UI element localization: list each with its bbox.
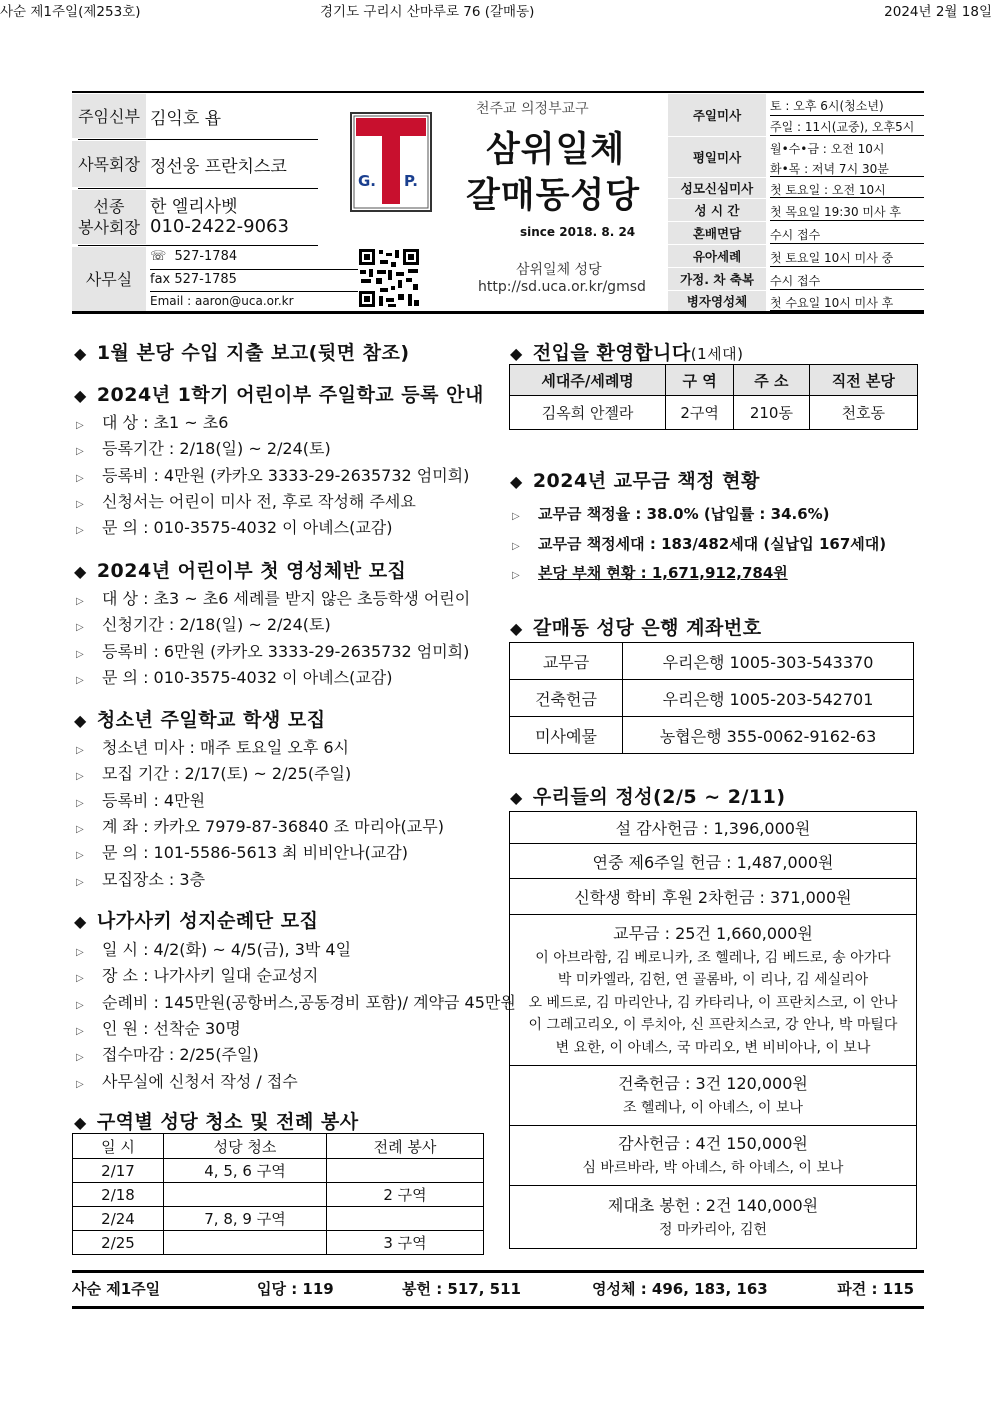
triangle-bullet-icon: ▷ <box>76 596 84 607</box>
table-row <box>510 1066 917 1126</box>
footer-dismissal: 파견 : 115 <box>837 1280 914 1298</box>
triangle-bullet-icon: ▷ <box>512 511 520 522</box>
office-email: Email : aaron@uca.or.kr <box>150 294 294 308</box>
women-label-line1: 선종 <box>93 197 125 216</box>
list-item <box>76 990 516 1013</box>
triangle-bullet-icon: ▷ <box>76 797 84 809</box>
row-divider <box>150 269 390 270</box>
table-row <box>73 1159 484 1183</box>
offering-donors: 오 베드로, 김 마리안나, 김 카타리나, 이 프란치스코, 이 안나 <box>528 994 898 1011</box>
offerings-table <box>509 811 917 1249</box>
footer-offertory: 봉헌 : 517, 511 <box>402 1280 521 1298</box>
list-item <box>76 840 408 863</box>
list-item-text: 사무실에 신청서 작성 / 접수 <box>102 1071 298 1091</box>
column-header: 성당 청소 <box>164 1134 327 1159</box>
schedule-label: 유아세례 <box>668 245 766 267</box>
offering-title: 건축헌금 : 3건 120,000원 <box>618 1074 808 1094</box>
table-cell: 2구역 <box>666 396 734 430</box>
table-cell: 2/18 <box>73 1183 164 1207</box>
offering-donors: 조 헬레나, 이 아녜스, 이 보나 <box>623 1100 803 1117</box>
row-divider <box>78 188 318 189</box>
list-item <box>76 1016 241 1039</box>
church-title-line1: 삼위일체 <box>486 130 626 170</box>
welcome-household-count: (1세대) <box>690 345 744 363</box>
section-title: 청소년 주일학교 학생 모집 <box>96 709 326 731</box>
site-name: 삼위일체 성당 <box>516 262 602 278</box>
table-cell <box>327 1207 484 1231</box>
list-item-text: 대 상 : 초1 ~ 초6 <box>102 413 229 432</box>
list-item <box>76 665 392 688</box>
list-item <box>76 639 469 662</box>
footer-week: 사순 제1주일 <box>72 1280 161 1298</box>
offering-cell <box>510 1126 917 1186</box>
triangle-bullet-icon: ▷ <box>76 771 84 783</box>
council-row <box>72 141 318 187</box>
list-item-text: 문 의 : 010-3575-4032 이 아녜스(교감) <box>102 518 393 538</box>
row-divider <box>770 266 924 267</box>
footer-communion: 영성체 : 496, 183, 163 <box>592 1280 768 1298</box>
schedule-label: 병자영성체 <box>668 291 766 311</box>
column-header: 직전 본당 <box>809 365 917 396</box>
list-item-text: 등록기간 : 2/18(일) ~ 2/24(토) <box>102 439 331 459</box>
triangle-bullet-icon: ▷ <box>512 570 520 581</box>
office-label: 사무실 <box>72 247 146 311</box>
table-cell: 2/25 <box>73 1231 164 1255</box>
women-row <box>72 190 318 244</box>
column-header: 구 역 <box>666 365 734 396</box>
table-cell <box>164 1183 327 1207</box>
account-type: 건축헌금 <box>510 680 623 717</box>
pastor-row <box>72 94 318 138</box>
schedule-value: 첫 토요일 10시 미사 중 <box>770 250 894 265</box>
founded-date: since 2018. 8. 24 <box>520 225 636 239</box>
triangle-bullet-icon: ▷ <box>76 648 84 660</box>
triangle-bullet-icon: ▷ <box>76 674 84 686</box>
triangle-bullet-icon: ▷ <box>76 622 84 634</box>
list-item <box>76 761 351 784</box>
list-item <box>76 463 469 486</box>
triangle-bullet-icon: ▷ <box>76 1052 84 1064</box>
account-number: 우리은행 1005-203-542701 <box>623 680 914 717</box>
offering-cell <box>510 844 917 879</box>
council-name: 정선웅 프란치스코 <box>150 157 287 177</box>
logo-letter-g: G. <box>358 172 377 190</box>
table-cell: 천호동 <box>809 396 917 430</box>
offering-cell <box>510 812 917 844</box>
office-row <box>72 247 318 311</box>
row-divider <box>770 220 924 221</box>
phone-icon: ☏ <box>150 249 167 264</box>
list-item-text: 모집 기간 : 2/17(토) ~ 2/25(주일) <box>102 764 352 784</box>
triangle-bullet-icon: ▷ <box>76 498 84 510</box>
triangle-bullet-icon: ▷ <box>76 1025 84 1037</box>
office-phone-number: 527-1784 <box>174 249 238 264</box>
list-item-text: 등록비 : 4만원 <box>102 790 206 810</box>
table-cell: 2/24 <box>73 1207 164 1231</box>
table-row <box>73 1231 484 1255</box>
table-row <box>510 1186 917 1249</box>
diamond-icon: ◆ <box>74 344 87 363</box>
section-title: 2024년 어린이부 첫 영성체반 모집 <box>96 560 407 582</box>
list-item <box>76 612 331 635</box>
schedule-value: 첫 목요일 19:30 미사 후 <box>770 204 901 219</box>
section-pilgrimage <box>74 906 318 933</box>
list-item <box>76 867 205 890</box>
schedule-label: 혼배면담 <box>668 222 766 244</box>
office-phone <box>150 249 237 264</box>
column-header: 전례 봉사 <box>327 1134 484 1159</box>
section-title: 우리들의 정성(2/5 ~ 2/11) <box>532 786 786 808</box>
header-bottom-divider <box>72 311 924 314</box>
row-divider <box>770 176 924 177</box>
bank-table <box>509 642 914 754</box>
triangle-bullet-icon: ▷ <box>76 999 84 1011</box>
site-url-link[interactable]: http://sd.uca.or.kr/gmsd <box>478 279 646 295</box>
row-divider <box>770 115 924 116</box>
offering-cell <box>510 915 917 1066</box>
offering-donors: 심 바르바라, 박 아녜스, 하 아녜스, 이 보나 <box>582 1160 844 1177</box>
account-number: 농협은행 355-0062-9162-63 <box>623 717 914 754</box>
church-address: 경기도 구리시 산마루로 76 (갈매동) <box>320 4 535 20</box>
attendance-footer <box>72 1278 924 1302</box>
list-item-text: 인 원 : 선착순 30명 <box>102 1018 241 1038</box>
list-item <box>76 937 351 960</box>
table-row <box>510 1126 917 1186</box>
triangle-bullet-icon: ▷ <box>76 745 84 756</box>
table-cell: 김옥희 안젤라 <box>510 396 666 430</box>
list-item-text: 문 의 : 010-3575-4032 이 아녜스(교감) <box>102 667 393 687</box>
offering-donors: 정 마카리아, 김헌 <box>658 1221 768 1238</box>
list-item <box>76 410 228 433</box>
welcome-table-header <box>510 365 918 396</box>
church-logo <box>350 112 432 212</box>
list-item-text: 신청기간 : 2/18(일) ~ 2/24(토) <box>102 615 331 635</box>
diamond-icon: ◆ <box>74 1113 87 1132</box>
schedule-value: 토 : 오후 6시(청소년) <box>770 99 884 113</box>
list-item-text: 문 의 : 101-5586-5613 최 비비안나(교감) <box>102 843 408 863</box>
list-item <box>512 503 830 524</box>
schedule-value: 수시 접수 <box>770 273 821 288</box>
diamond-icon: ◆ <box>74 386 87 405</box>
list-item-text: 순례비 : 145만원(공항버스,공동경비 포함)/ 계약금 45만원 <box>102 992 516 1012</box>
table-cell: 2 구역 <box>327 1183 484 1207</box>
section-parish-fee <box>510 466 760 493</box>
list-item <box>76 436 331 459</box>
diamond-icon: ◆ <box>510 788 523 807</box>
list-item <box>76 1042 259 1065</box>
women-name: 한 엘리사벳 <box>150 197 238 217</box>
offering-title: 설 감사헌금 : 1,396,000원 <box>615 819 811 838</box>
list-item-text: 대 상 : 초3 ~ 초6 세례를 받지 않은 초등학생 어린이 <box>102 589 471 608</box>
list-item-text: 계 좌 : 카카오 7979-87-36840 조 마리아(교무) <box>102 816 444 836</box>
diamond-icon: ◆ <box>74 562 87 581</box>
column-header: 세대주/세례명 <box>510 365 666 396</box>
table-row <box>510 879 917 915</box>
schedule-label: 성 시 간 <box>668 199 766 221</box>
schedule-value: 첫 수요일 10시 미사 후 <box>770 295 894 310</box>
cleaning-table-header <box>73 1134 484 1159</box>
account-number: 우리은행 1005-303-543370 <box>623 643 914 680</box>
section-title: 구역별 성당 청소 및 전례 봉사 <box>96 1111 359 1133</box>
table-row <box>510 844 917 879</box>
list-item <box>76 788 205 811</box>
list-item <box>76 814 444 837</box>
offering-cell <box>510 879 917 915</box>
list-item-text: 일 시 : 4/2(화) ~ 4/5(금), 3박 4일 <box>102 940 352 959</box>
row-divider <box>770 197 924 198</box>
table-row <box>510 717 914 754</box>
section-sunday-school <box>74 380 484 407</box>
triangle-bullet-icon: ▷ <box>76 876 84 888</box>
list-item-text: 청소년 미사 : 매주 토요일 오후 6시 <box>102 738 350 757</box>
triangle-bullet-icon: ▷ <box>76 850 84 862</box>
cleaning-table <box>72 1133 484 1255</box>
schedule-label: 주일미사 <box>668 94 766 136</box>
list-item-text: 신청서는 어린이 미사 전, 후로 작성해 주세요 <box>102 491 416 511</box>
footer-entry: 입당 : 119 <box>257 1280 334 1298</box>
section-title: 2024년 1학기 어린이부 주일학교 등록 안내 <box>96 384 484 406</box>
row-divider <box>770 135 924 136</box>
list-item-text: 접수마감 : 2/25(주일) <box>102 1045 259 1065</box>
diamond-icon: ◆ <box>74 912 87 931</box>
section-income-report <box>74 338 410 365</box>
logo-letter-p: P. <box>404 172 418 190</box>
section-cleaning-schedule <box>74 1107 359 1134</box>
section-first-communion <box>74 556 406 583</box>
row-divider <box>78 245 318 246</box>
pastor-label: 주임신부 <box>72 94 146 138</box>
qr-code-icon <box>358 248 420 308</box>
list-item <box>76 586 470 609</box>
triangle-bullet-icon: ▷ <box>76 823 84 835</box>
column-header: 일 시 <box>73 1134 164 1159</box>
table-row <box>510 680 914 717</box>
triangle-bullet-icon: ▷ <box>76 525 84 537</box>
offering-title: 감사헌금 : 4건 150,000원 <box>618 1134 808 1154</box>
list-item <box>76 515 392 538</box>
schedule-value: 월•수•금 : 오전 10시 <box>770 141 885 156</box>
church-title-line2: 갈매동성당 <box>466 176 641 216</box>
list-item-text: 모집장소 : 3층 <box>102 869 206 889</box>
row-divider <box>770 243 924 244</box>
diocese-name: 천주교 의정부교구 <box>476 101 589 117</box>
offering-cell <box>510 1186 917 1249</box>
section-title: 갈매동 성당 은행 계좌번호 <box>532 617 762 639</box>
table-row <box>73 1183 484 1207</box>
list-item <box>512 562 788 583</box>
women-label <box>72 190 146 244</box>
row-divider <box>770 289 924 290</box>
offering-donors: 이 그레고리오, 이 루치아, 신 프란치스코, 강 안나, 박 마틸다 <box>528 1017 898 1034</box>
offering-title: 제대초 봉헌 : 2건 140,000원 <box>607 1195 819 1215</box>
offering-donors: 박 미카엘라, 김헌, 연 골롬바, 이 리나, 김 세실리아 <box>557 972 869 989</box>
list-item <box>76 489 416 512</box>
schedule-label: 평일미사 <box>668 137 766 177</box>
list-item-text: 교무금 책정율 : 38.0% (납입률 : 34.6%) <box>538 505 830 523</box>
women-phone: 010-2422-9063 <box>150 216 289 237</box>
schedule-label: 가정. 차 축복 <box>668 268 766 290</box>
offering-title: 연중 제6주일 헌금 : 1,487,000원 <box>592 852 834 872</box>
issue-number: 사순 제1주일(제253호) <box>0 4 141 20</box>
list-item-text: 교무금 책정세대 : 183/482세대 (실납입 167세대) <box>538 534 887 553</box>
section-welcome <box>510 338 744 365</box>
table-cell <box>164 1231 327 1255</box>
list-item <box>76 963 318 986</box>
diamond-icon: ◆ <box>74 711 87 730</box>
women-label-line2: 봉사회장 <box>78 218 140 237</box>
offering-title: 교무금 : 25건 1,660,000원 <box>613 923 813 943</box>
section-youth-school <box>74 705 326 732</box>
schedule-value: 주일 : 11시(교중), 오후5시 <box>770 120 915 134</box>
table-cell: 2/17 <box>73 1159 164 1183</box>
offering-donors: 이 아브라함, 김 베로니카, 조 헬레나, 김 베드로, 송 아가다 <box>535 949 891 966</box>
list-item-text: 장 소 : 나가사키 일대 순교성지 <box>102 966 319 986</box>
welcome-table <box>509 364 918 430</box>
offering-title: 신학생 학비 후원 2차헌금 : 371,000원 <box>574 888 852 907</box>
schedule-label: 성모신심미사 <box>668 178 766 198</box>
table-cell: 7, 8, 9 구역 <box>164 1207 327 1231</box>
triangle-bullet-icon: ▷ <box>76 947 84 958</box>
footer-top-divider <box>72 1270 924 1273</box>
list-item-text: 등록비 : 6만원 (카카오 3333-29-2635732 엄미희) <box>102 641 470 661</box>
section-offerings <box>510 782 786 809</box>
account-type: 교무금 <box>510 643 623 680</box>
table-row <box>510 643 914 680</box>
office-fax: fax 527-1785 <box>150 272 237 287</box>
section-bank-accounts <box>510 613 762 640</box>
diamond-icon: ◆ <box>510 344 523 363</box>
triangle-bullet-icon: ▷ <box>512 540 520 552</box>
issue-date: 2024년 2월 18일 <box>884 4 992 20</box>
triangle-bullet-icon: ▷ <box>76 1078 84 1090</box>
schedule-value: 첫 토요일 : 오전 10시 <box>770 182 886 197</box>
footer-bottom-divider <box>72 1306 924 1309</box>
triangle-bullet-icon: ▷ <box>76 973 84 985</box>
account-type: 미사예물 <box>510 717 623 754</box>
list-item <box>76 735 349 758</box>
section-title: 2024년 교무금 책정 현황 <box>532 470 760 492</box>
offering-cell <box>510 1066 917 1126</box>
list-item-text: 본당 부채 현황 : 1,671,912,784원 <box>538 564 788 582</box>
table-cell: 4, 5, 6 구역 <box>164 1159 327 1183</box>
table-row <box>510 812 917 844</box>
column-header: 주 소 <box>734 365 809 396</box>
triangle-bullet-icon: ▷ <box>76 446 84 458</box>
row-divider <box>78 139 318 140</box>
diamond-icon: ◆ <box>510 472 523 491</box>
table-cell: 3 구역 <box>327 1231 484 1255</box>
table-row <box>73 1207 484 1231</box>
top-info-line <box>0 0 992 20</box>
row-divider <box>150 291 390 292</box>
list-item-text: 등록비 : 4만원 (카카오 3333-29-2635732 엄미희) <box>102 465 470 485</box>
section-title: 나가사키 성지순례단 모집 <box>96 910 319 932</box>
logo-t-icon <box>352 114 430 210</box>
table-cell: 210동 <box>734 396 809 430</box>
table-row <box>510 396 918 430</box>
section-title: 1월 본당 수입 지출 보고(뒷면 참조) <box>96 342 410 364</box>
schedule-value: 수시 접수 <box>770 227 821 242</box>
triangle-bullet-icon: ▷ <box>76 420 84 431</box>
top-divider <box>72 91 924 93</box>
schedule-value: 화•목 : 저녁 7시 30분 <box>770 161 889 176</box>
list-item <box>512 533 886 554</box>
section-title: 전입을 환영합니다 <box>532 342 691 364</box>
pastor-name: 김익호 욥 <box>150 109 222 129</box>
council-label: 사목회장 <box>72 141 146 187</box>
triangle-bullet-icon: ▷ <box>76 472 84 484</box>
table-cell <box>327 1159 484 1183</box>
table-row <box>510 915 917 1066</box>
diamond-icon: ◆ <box>510 619 523 638</box>
offering-donors: 변 요한, 이 아녜스, 국 마리오, 변 비비아나, 이 보나 <box>555 1039 871 1056</box>
list-item <box>76 1069 298 1092</box>
